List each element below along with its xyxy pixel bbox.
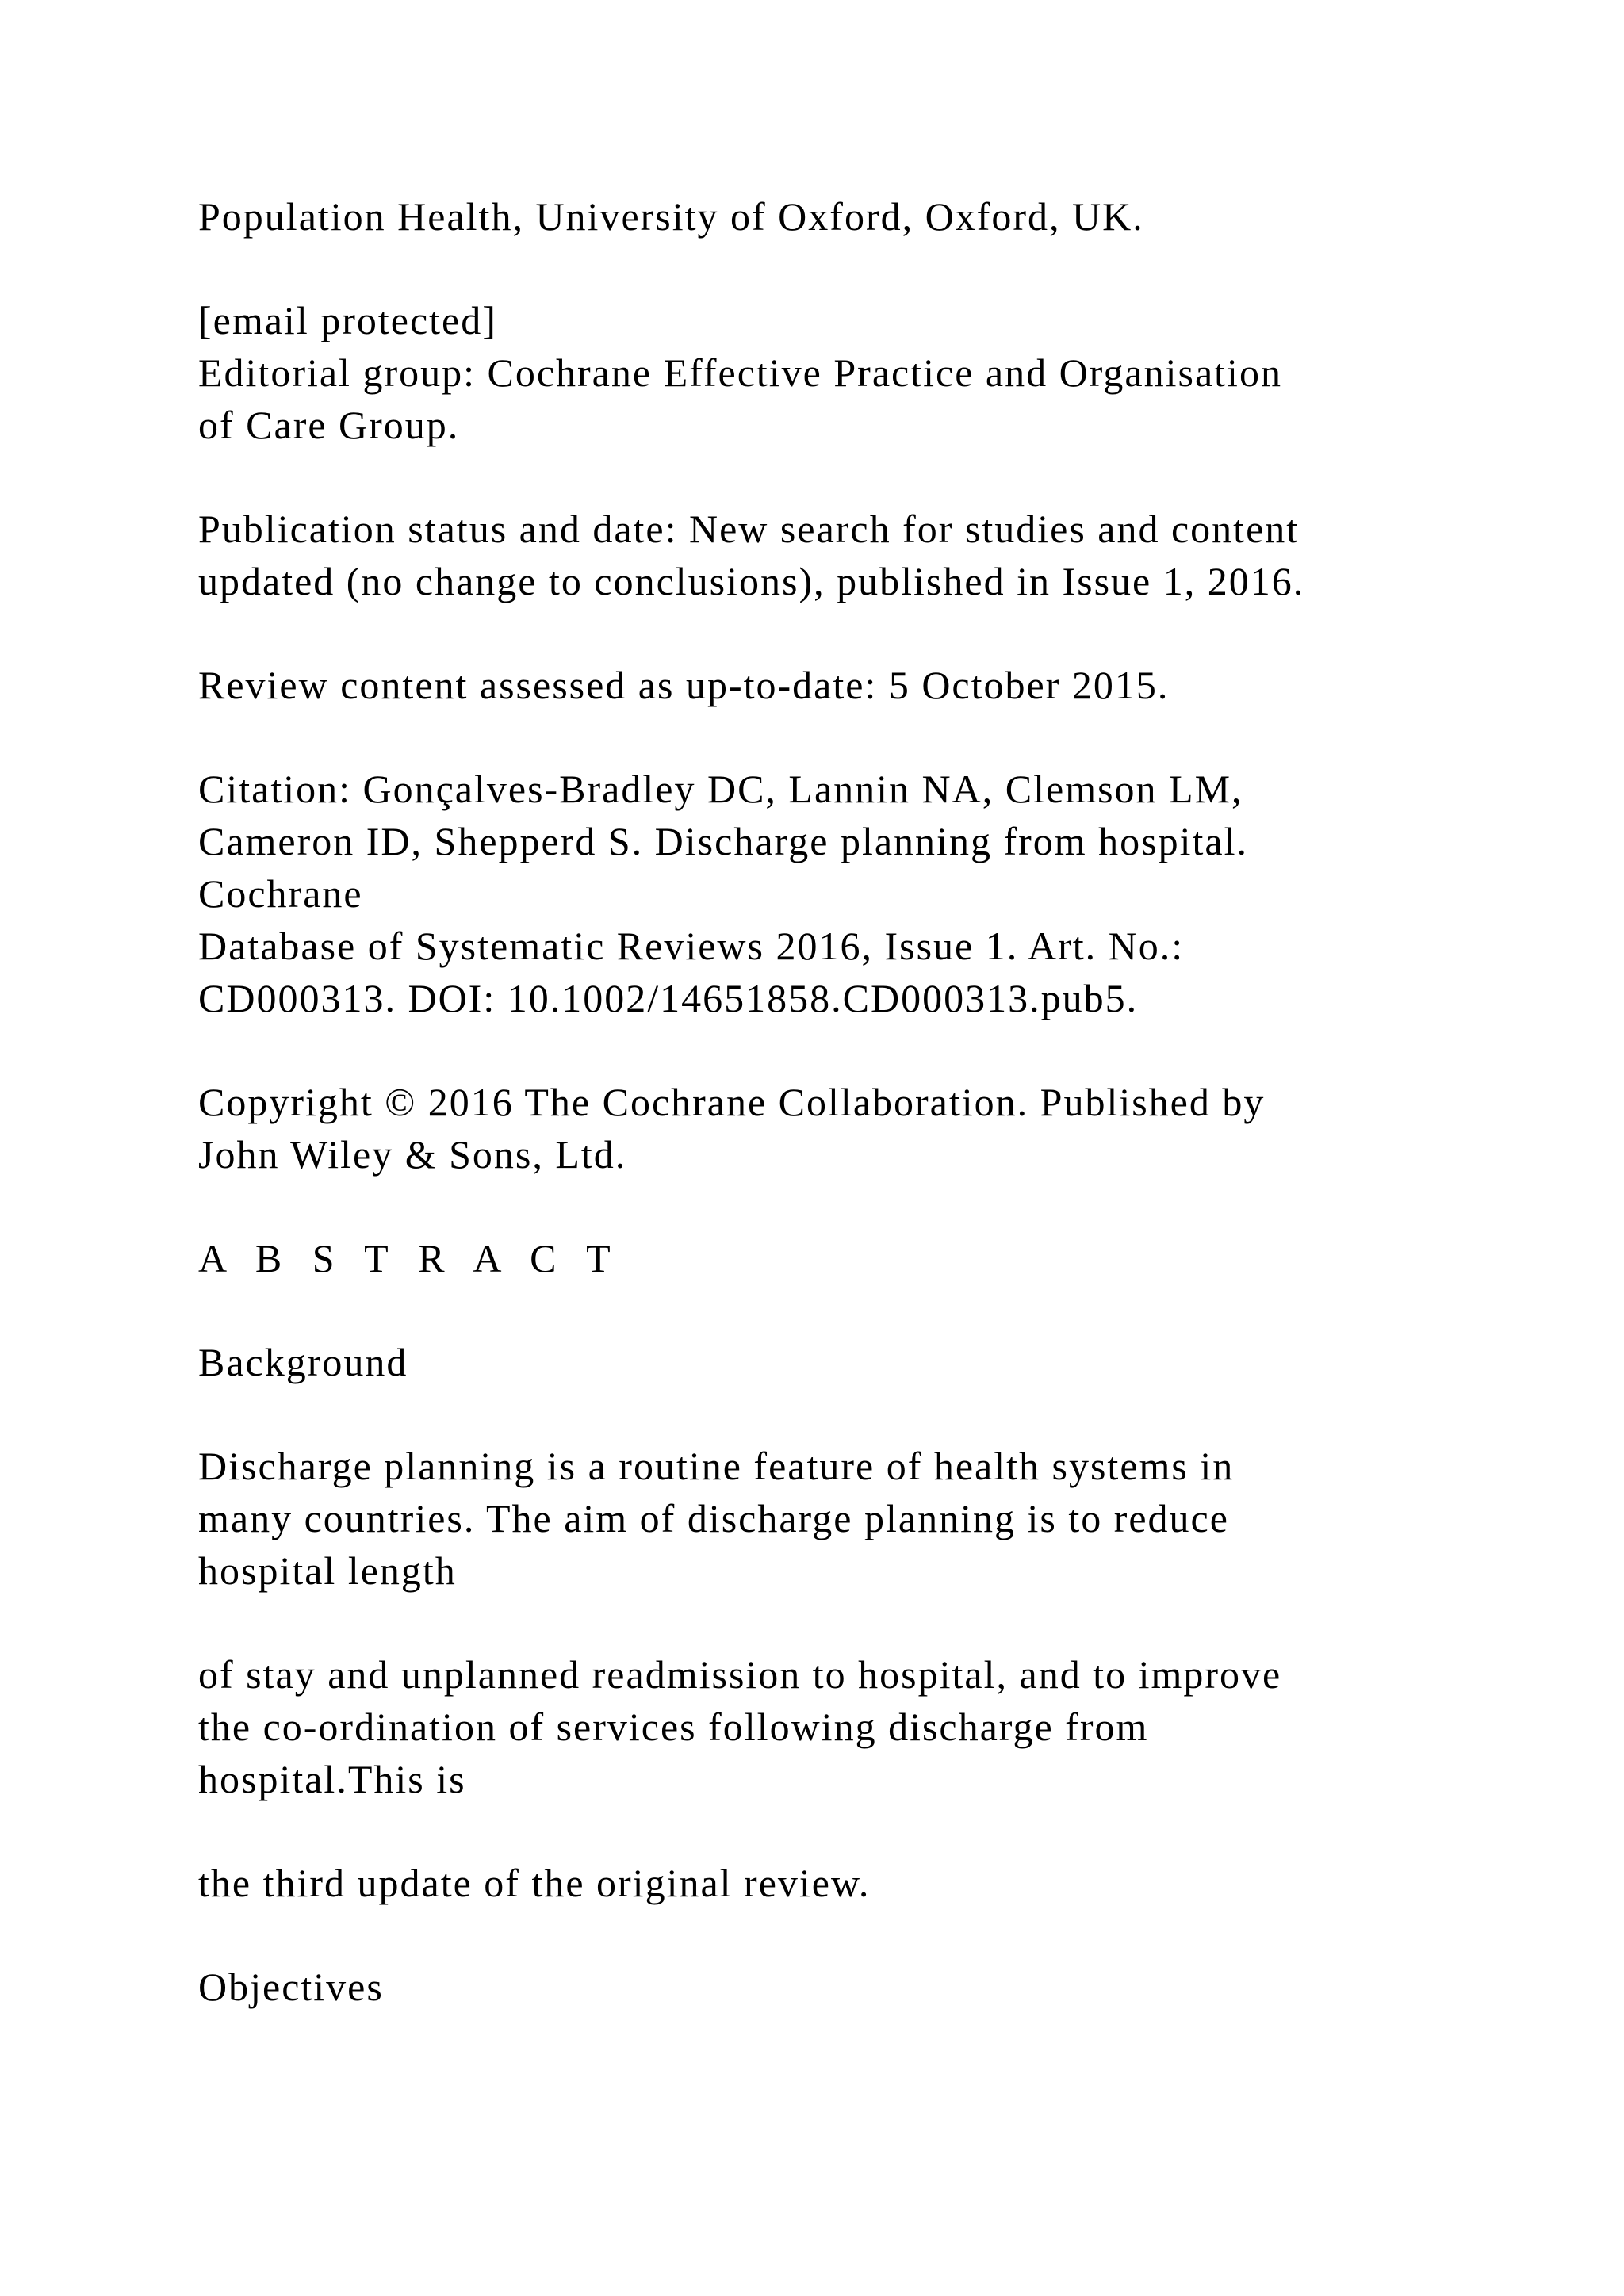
citation-line-5: CD000313. DOI: 10.1002/14651858.CD000313.pub5. <box>198 976 1139 1020</box>
citation-line-4: Database of Systematic Reviews 2016, Issue 1. Art. No.: <box>198 924 1185 968</box>
review-assessed-text: Review content assessed as up-to-date: 5 October 2015. <box>198 663 1170 707</box>
paragraph-gap <box>198 607 1499 659</box>
citation-line-1: Citation: Gonçalves-Bradley DC, Lannin NA, Clemson LM, <box>198 767 1243 811</box>
copyright-line-1: Copyright © 2016 The Cochrane Collaboration. Published by <box>198 1080 1266 1124</box>
citation-line-3: Cochrane <box>198 871 363 916</box>
paragraph-gap <box>198 1284 1499 1336</box>
paragraph-gap <box>198 451 1499 503</box>
background-p2-line-1: of stay and unplanned readmission to hospital, and to improve <box>198 1652 1282 1697</box>
objectives-heading: Objectives <box>198 1965 384 2009</box>
background-p1-line-3: hospital length <box>198 1548 457 1593</box>
paragraph-gap <box>198 1597 1499 1648</box>
copyright-line-2: John Wiley & Sons, Ltd. <box>198 1132 627 1177</box>
background-p3-text: the third update of the original review. <box>198 1861 871 1905</box>
editorial-group-line-1: Editorial group: Cochrane Effective Practice and Organisation <box>198 350 1282 395</box>
paragraph-gap <box>198 1909 1499 1961</box>
paragraph-gap <box>198 243 1499 294</box>
background-p1-line-1: Discharge planning is a routine feature of health systems in <box>198 1444 1235 1488</box>
background-heading: Background <box>198 1340 408 1384</box>
abstract-heading: A B S T R A C T <box>198 1236 621 1280</box>
publication-status-line-1: Publication status and date: New search for studies and content <box>198 507 1300 551</box>
paragraph-gap <box>198 711 1499 763</box>
affiliation-text: Population Health, University of Oxford, Oxford, UK. <box>198 194 1144 239</box>
background-p2-line-3: hospital.This is <box>198 1757 466 1801</box>
background-p2-line-2: the co-ordination of services following discharge from <box>198 1705 1149 1749</box>
citation-line-2: Cameron ID, Shepperd S. Discharge planning from hospital. <box>198 819 1248 863</box>
email-text: [email protected] <box>198 298 497 342</box>
paragraph-gap <box>198 1024 1499 1076</box>
document-body <box>198 190 1499 2013</box>
paragraph-gap <box>198 1388 1499 1440</box>
background-p1-line-2: many countries. The aim of discharge planning is to reduce <box>198 1496 1229 1540</box>
paragraph-gap <box>198 1181 1499 1232</box>
editorial-group-line-2: of Care Group. <box>198 403 460 447</box>
paragraph-gap <box>198 1805 1499 1857</box>
publication-status-line-2: updated (no change to conclusions), published in Issue 1, 2016. <box>198 559 1305 603</box>
